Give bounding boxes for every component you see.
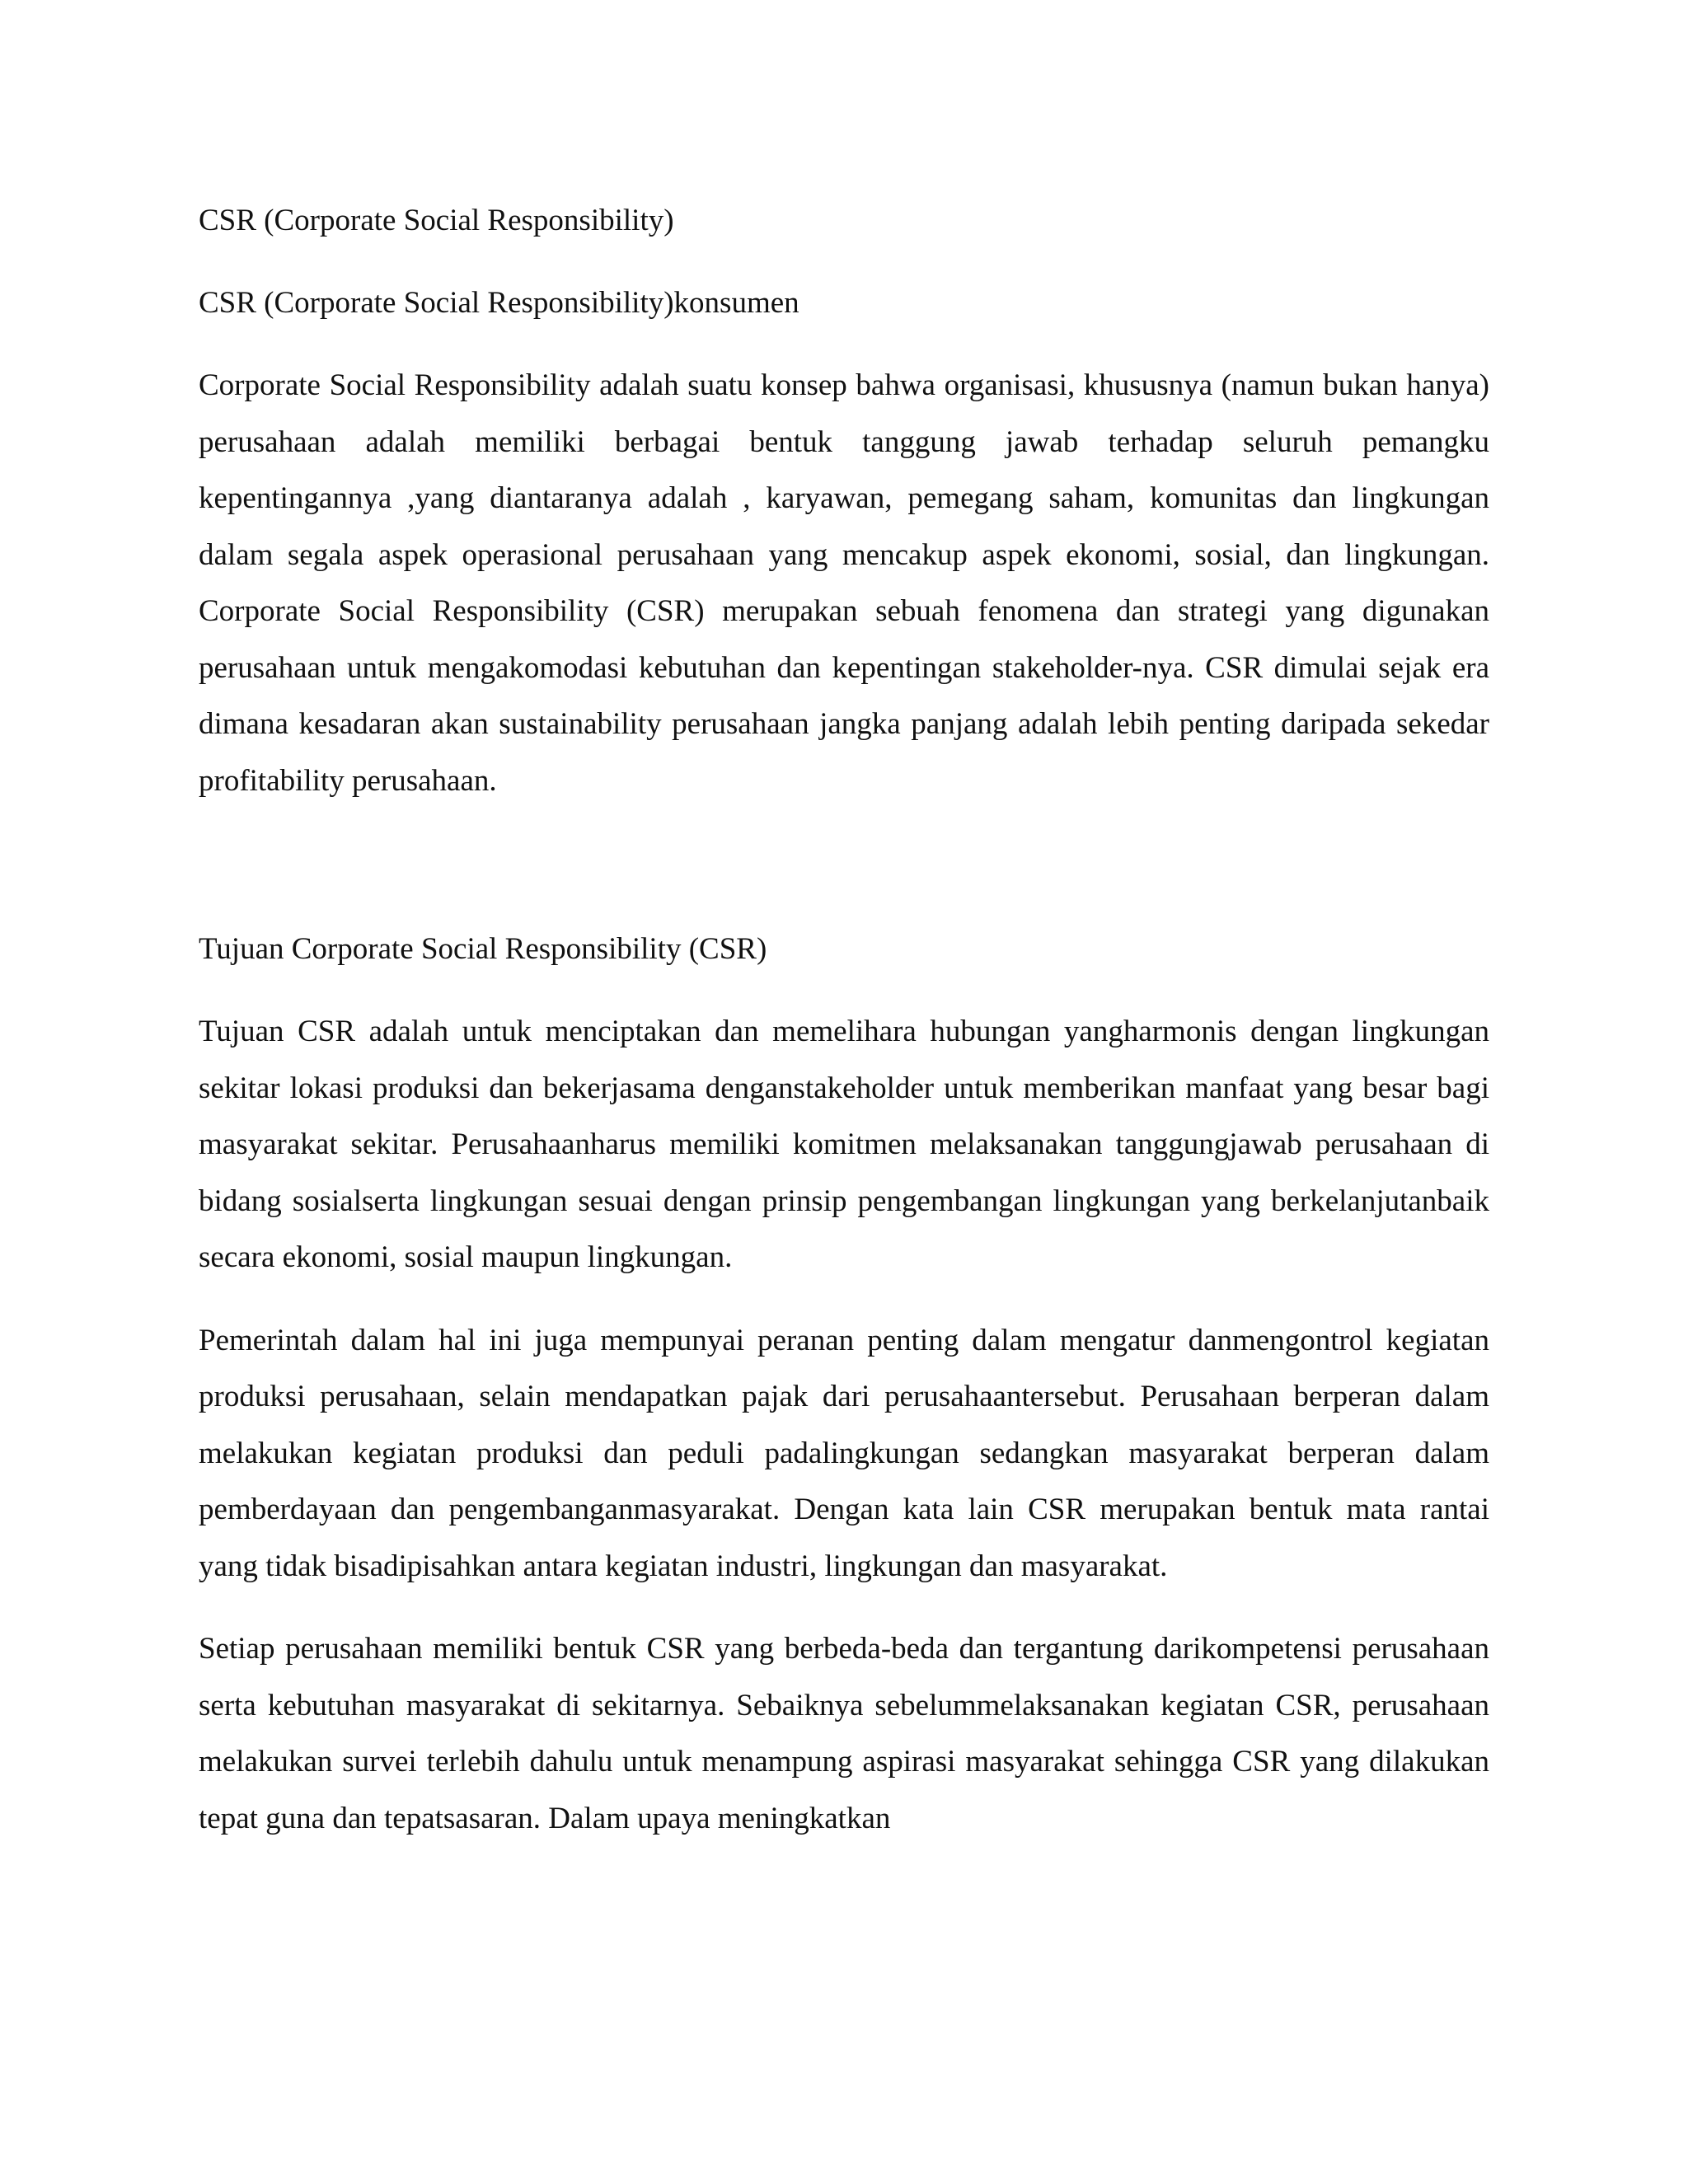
paragraph-government-role: Pemerintah dalam hal ini juga mempunyai peranan penting dalam mengatur danmengontrol kegiatan produksi perusahaan, selain mendapatkan pajak dari perusahaantersebut. Perusahaan berperan dalam melakukan kegiatan produksi dan peduli padalingkungan sedangkan masyarakat berperan dalam pemberdayaan dan pengembanganmasyarakat. Dengan kata lain CSR merupakan bentuk mata rantai yang tidak bisadipisahkan antara kegiatan industri, lingkungan dan masyarakat. bbox=[199, 1323, 1489, 1583]
spacer bbox=[199, 249, 1489, 275]
section-heading: Tujuan Corporate Social Responsibility (CSR) bbox=[199, 932, 767, 966]
spacer bbox=[199, 1595, 1489, 1621]
paragraph-definition: Corporate Social Responsibility adalah suatu konsep bahwa organisasi, khususnya (namun bukan hanya) perusahaan adalah memiliki berbagai bentuk tanggung jawab terhadap seluruh pemangku kepentingannya ,yang diantaranya adalah , karyawan, pemegang saham, komunitas dan lingkungan dalam segala aspek operasional perusahaan yang mencakup aspek ekonomi, sosial, dan lingkungan. Corporate Social Responsibility (CSR) merupakan sebuah fenomena dan strategi yang digunakan perusahaan untuk mengakomodasi kebutuhan dan kepentingan stakeholder-nya. CSR dimulai sejak era dimana kesadaran akan sustainability perusahaan jangka panjang adalah lebih penting daripada sekedar profitability perusahaan. bbox=[199, 368, 1489, 798]
document-body bbox=[199, 193, 1489, 1847]
paragraph-purpose: Tujuan CSR adalah untuk menciptakan dan memelihara hubungan yangharmonis dengan lingkungan sekitar lokasi produksi dan bekerjasama denganstakeholder untuk memberikan manfaat yang besar bagi masyarakat sekitar. Perusahaanharus memiliki komitmen melaksanakan tanggungjawab perusahaan di bidang sosialserta lingkungan sesuai dengan prinsip pengembangan lingkungan yang berkelanjutanbaik secara ekonomi, sosial maupun lingkungan. bbox=[199, 1015, 1489, 1274]
spacer bbox=[199, 977, 1489, 1004]
title-line-2: CSR (Corporate Social Responsibility)konsumen bbox=[199, 286, 799, 320]
spacer bbox=[199, 331, 1489, 358]
spacer bbox=[199, 1286, 1489, 1313]
title-line-1: CSR (Corporate Social Responsibility) bbox=[199, 204, 674, 237]
spacer bbox=[199, 809, 1489, 921]
paragraph-company-csr: Setiap perusahaan memiliki bentuk CSR yang berbeda-beda dan tergantung darikompetensi perusahaan serta kebutuhan masyarakat di sekitarnya. Sebaiknya sebelummelaksanakan kegiatan CSR, perusahaan melakukan survei terlebih dahulu untuk menampung aspirasi masyarakat sehingga CSR yang dilakukan tepat guna dan tepatsasaran. Dalam upaya meningkatkan bbox=[199, 1632, 1489, 1835]
